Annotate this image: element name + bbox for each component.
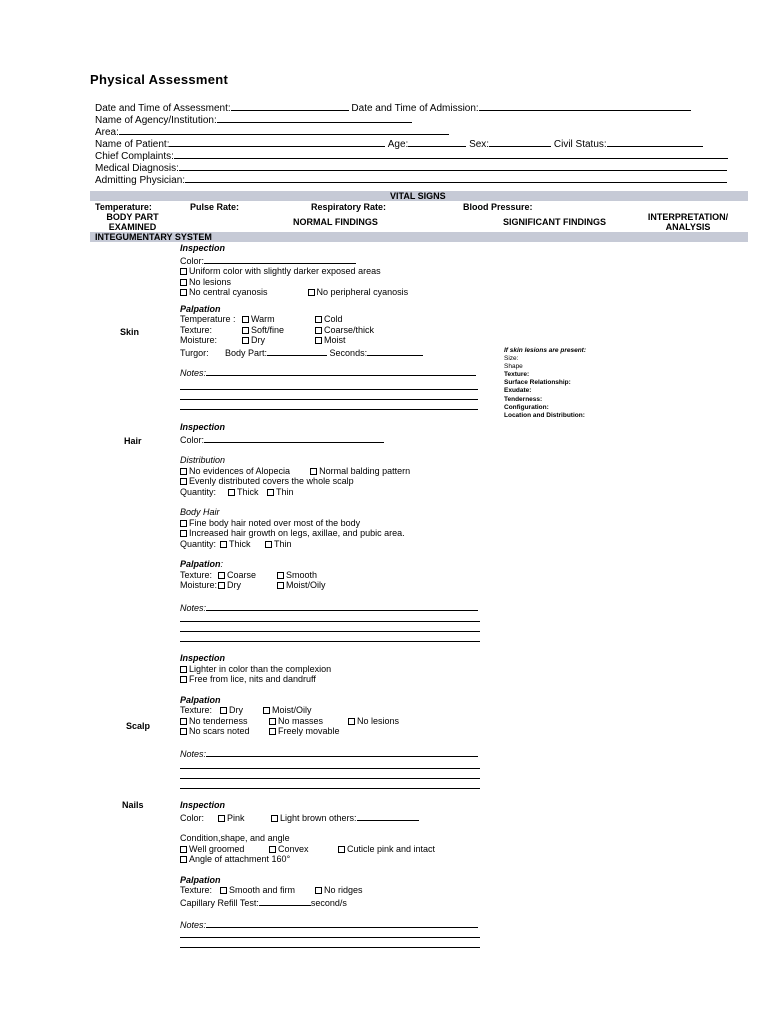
area-field[interactable] — [119, 125, 449, 135]
notes-line — [180, 768, 480, 769]
hair-notes-field[interactable] — [206, 601, 478, 611]
header-physician: Admitting Physician: — [95, 173, 727, 187]
header-complaints: Chief Complaints: — [95, 149, 728, 163]
checkbox[interactable] — [218, 815, 225, 822]
notes-line — [180, 788, 480, 789]
scalp-notes-field[interactable] — [206, 747, 478, 757]
checkbox[interactable] — [310, 468, 317, 475]
pulse-label: Pulse Rate: — [190, 202, 240, 212]
checkbox[interactable] — [180, 856, 187, 863]
page-title: Physical Assessment — [90, 72, 229, 87]
header-diagnosis: Medical Diagnosis: — [95, 161, 727, 175]
nails-others-field[interactable] — [357, 811, 419, 821]
checkbox[interactable] — [315, 337, 322, 344]
checkbox[interactable] — [180, 268, 187, 275]
checkbox[interactable] — [315, 327, 322, 334]
checkbox[interactable] — [242, 316, 249, 323]
part-nails: Nails — [122, 800, 144, 810]
checkbox[interactable] — [263, 707, 270, 714]
part-hair: Hair — [124, 436, 142, 446]
checkbox[interactable] — [180, 289, 187, 296]
hair-color-field[interactable] — [204, 433, 384, 443]
hair-section: Inspection Color: Distribution No evidences of Alopecia Normal balding pattern Evenly distributed covers the whole scalp Quantity: Thick Thin Body Hair Fine body hair noted over most of the body Increased hair growth on legs, axillae, and pubic area. Quantity: Thick Thin Palpation: Texture: Coarse Smooth Moisture: Dry Moist/Oily Notes: — [180, 422, 478, 613]
notes-line — [180, 409, 478, 410]
checkbox[interactable] — [277, 572, 284, 579]
skin-color-field[interactable] — [204, 254, 356, 264]
part-skin: Skin — [120, 327, 140, 337]
checkbox[interactable] — [269, 728, 276, 735]
checkbox[interactable] — [308, 289, 315, 296]
checkbox[interactable] — [220, 887, 227, 894]
checkbox[interactable] — [180, 520, 187, 527]
nails-notes-field[interactable] — [206, 918, 478, 928]
turgor-seconds-field[interactable] — [367, 346, 423, 356]
checkbox[interactable] — [315, 316, 322, 323]
system-band — [90, 232, 748, 242]
checkbox[interactable] — [180, 666, 187, 673]
patient-field[interactable] — [169, 137, 385, 147]
col-interpretation: INTERPRETATION/ ANALYSIS — [647, 212, 729, 232]
col-normal-findings: NORMAL FINDINGS — [293, 217, 378, 227]
notes-line — [180, 641, 480, 642]
notes-line — [180, 631, 480, 632]
agency-field[interactable] — [217, 113, 412, 123]
system-heading: INTEGUMENTARY SYSTEM — [95, 232, 212, 242]
checkbox[interactable] — [180, 530, 187, 537]
checkbox[interactable] — [242, 337, 249, 344]
checkbox[interactable] — [180, 478, 187, 485]
complaints-field[interactable] — [174, 149, 728, 159]
capillary-refill-field[interactable] — [259, 896, 311, 906]
physician-field[interactable] — [185, 173, 727, 183]
date-admission-field[interactable] — [479, 101, 691, 111]
checkbox[interactable] — [180, 468, 187, 475]
scalp-section: Inspection Lighter in color than the complexion Free from lice, nits and dandruff Palpation Texture: Dry Moist/Oily No tenderness No masses No lesions No scars noted Freely movable Notes: — [180, 653, 478, 759]
skin-section: Inspection Color: Uniform color with slightly darker exposed areas No lesions No central cyanosis No peripheral cyanosis Palpation Temperature : Warm Cold Texture: Soft/fine Coarse/thick Moisture: Dry Moist Turgor: Body Part: Seconds: Notes: — [180, 243, 476, 379]
civil-status-field[interactable] — [607, 137, 703, 147]
col-body-part: BODY PART EXAMINED — [106, 212, 159, 232]
checkbox[interactable] — [220, 541, 227, 548]
vital-signs-band — [90, 191, 748, 201]
header-agency: Name of Agency/Institution: — [95, 113, 412, 127]
checkbox[interactable] — [218, 582, 225, 589]
col-significant-findings: SIGNIFICANT FINDINGS — [503, 217, 606, 227]
sex-field[interactable] — [489, 137, 551, 147]
notes-line — [180, 621, 480, 622]
checkbox[interactable] — [218, 572, 225, 579]
nails-section: Inspection Color: Pink Light brown others: Condition,shape, and angle Well groomed Convex Cuticle pink and intact Angle of attachment 160° Palpation Texture: Smooth and firm No ridges Capillary Refill Test: second/s Notes: — [180, 800, 478, 931]
respiratory-label: Respiratory Rate: — [311, 202, 387, 212]
part-scalp: Scalp — [126, 721, 151, 731]
skin-notes-field[interactable] — [206, 366, 476, 376]
checkbox[interactable] — [271, 815, 278, 822]
checkbox[interactable] — [315, 887, 322, 894]
notes-line — [180, 399, 478, 400]
checkbox[interactable] — [242, 327, 249, 334]
checkbox[interactable] — [267, 489, 274, 496]
checkbox[interactable] — [220, 707, 227, 714]
blood-pressure-label: Blood Pressure: — [463, 202, 533, 212]
notes-line — [180, 778, 480, 779]
checkbox[interactable] — [269, 846, 276, 853]
age-field[interactable] — [408, 137, 466, 147]
checkbox[interactable] — [180, 676, 187, 683]
checkbox[interactable] — [348, 718, 355, 725]
vital-signs-heading: VITAL SIGNS — [390, 191, 446, 201]
checkbox[interactable] — [228, 489, 235, 496]
header-date-assessment: Date and Time of Assessment: Date and Time of Admission: — [95, 101, 691, 115]
checkbox[interactable] — [269, 718, 276, 725]
diagnosis-field[interactable] — [179, 161, 727, 171]
date-assessment-field[interactable] — [231, 101, 349, 111]
checkbox[interactable] — [338, 846, 345, 853]
turgor-body-part-field[interactable] — [267, 346, 327, 356]
header-area: Area: — [95, 125, 449, 139]
notes-line — [180, 947, 480, 948]
checkbox[interactable] — [277, 582, 284, 589]
checkbox[interactable] — [180, 279, 187, 286]
checkbox[interactable] — [180, 846, 187, 853]
checkbox[interactable] — [265, 541, 272, 548]
temperature-label: Temperature: — [95, 202, 152, 212]
skin-lesions-box: If skin lesions are present: Size: Shape Texture: Surface Relationship: Exudate: Tenderness: Configuration: Location and Distribution: — [504, 347, 587, 419]
header-patient: Name of Patient: Age: Sex: Civil Status: — [95, 137, 703, 151]
checkbox[interactable] — [180, 728, 187, 735]
notes-line — [180, 937, 480, 938]
checkbox[interactable] — [180, 718, 187, 725]
notes-line — [180, 389, 478, 390]
